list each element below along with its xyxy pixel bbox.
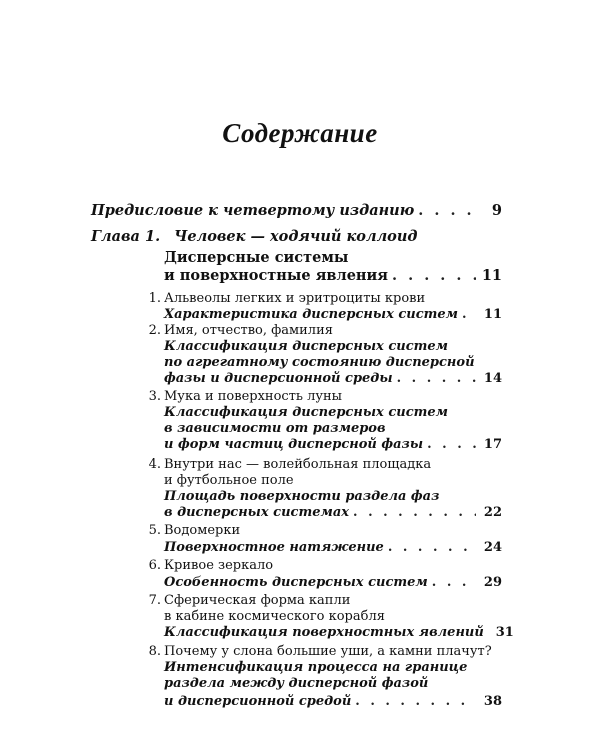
page-number: 22 — [483, 505, 502, 520]
section-number: 8. — [148, 644, 161, 659]
page-number: 14 — [483, 371, 502, 386]
section-title: Внутри нас — волейбольная площадка — [164, 457, 432, 472]
section-topic: и форм частиц дисперсной фазы — [164, 437, 424, 452]
toc-entry-section[interactable] — [164, 693, 502, 710]
section-topic: фазы и дисперсионной среды — [164, 371, 393, 386]
dot-leader — [388, 539, 476, 556]
section-number: 5. — [148, 523, 161, 538]
dot-leader — [418, 201, 476, 220]
section-title: Водомерки — [164, 523, 241, 538]
dot-leader — [397, 370, 476, 387]
toc-entry-preface[interactable] — [91, 201, 502, 220]
dot-leader — [432, 574, 476, 591]
section-title: и футбольное поле — [164, 473, 294, 488]
toc-entry-section[interactable] — [164, 436, 502, 453]
section-topic: Особенность дисперсных систем — [164, 575, 428, 590]
section-topic: Характеристика дисперсных систем — [164, 307, 459, 322]
toc-entry-section[interactable] — [164, 306, 502, 323]
toc-entry-chapter[interactable] — [164, 266, 502, 285]
section-title: Кривое зеркало — [164, 558, 274, 573]
page-title: Содержание — [222, 118, 378, 148]
chapter-title: Человек — ходячий коллоид — [174, 228, 418, 245]
page-number: 38 — [483, 694, 502, 709]
page-number: 24 — [483, 540, 502, 555]
section-topic-line: в зависимости от размеров — [164, 421, 386, 436]
chapter-subtitle: и поверхностные явления — [164, 267, 389, 284]
section-topic: и дисперсионной средой — [164, 694, 352, 709]
dot-leader — [353, 504, 476, 521]
section-topic-line: Интенсификация процесса на границе — [164, 660, 468, 675]
chapter-label: Глава 1. — [91, 228, 161, 245]
toc-entry-section[interactable] — [164, 504, 502, 521]
page-number: 11 — [483, 307, 502, 322]
section-number: 7. — [148, 593, 161, 608]
page-number: 17 — [483, 437, 502, 452]
page-number: 11 — [481, 267, 502, 284]
dot-leader — [427, 436, 476, 453]
section-number: 4. — [148, 457, 161, 472]
toc-entry-section[interactable] — [164, 574, 502, 591]
dot-leader — [355, 693, 476, 710]
dot-leader — [462, 306, 476, 323]
toc-entry-section[interactable] — [164, 539, 502, 556]
page-number: 9 — [491, 202, 502, 219]
section-topic: в дисперсных системах — [164, 505, 350, 520]
section-title: Имя, отчество, фамилия — [164, 323, 333, 338]
section-topic: Поверхностное натяжение — [164, 540, 384, 555]
section-title: Альвеолы легких и эритроциты крови — [164, 291, 426, 306]
section-title: Почему у слона большие уши, а камни плачут? — [164, 644, 492, 659]
section-title: Сферическая форма капли — [164, 593, 351, 608]
section-topic: Классификация поверхностных явлений — [164, 625, 484, 640]
chapter-subtitle-line — [164, 248, 502, 267]
page-number: 29 — [483, 575, 502, 590]
toc-entry-label: Предисловие к четвертому изданию — [91, 202, 415, 219]
section-title: в кабине космического корабля — [164, 609, 385, 624]
section-topic-line: Площадь поверхности раздела фаз — [164, 489, 440, 504]
toc-entry-section[interactable] — [164, 370, 502, 387]
section-number: 1. — [148, 291, 161, 306]
section-topic-line: по агрегатному состоянию дисперсной — [164, 355, 475, 370]
section-topic-line: Классификация дисперсных систем — [164, 339, 448, 354]
section-topic-line: Классификация дисперсных систем — [164, 405, 448, 420]
toc-entry-section[interactable] — [164, 624, 514, 641]
section-number: 2. — [148, 323, 161, 338]
section-title: Мука и поверхность луны — [164, 389, 343, 404]
section-topic-line: раздела между дисперсной фазой — [164, 676, 429, 691]
dot-leader — [392, 266, 476, 285]
section-number: 6. — [148, 558, 161, 573]
section-number: 3. — [148, 389, 161, 404]
chapter-subtitle: Дисперсные системы — [164, 249, 349, 266]
toc-chapter-heading[interactable] — [91, 227, 502, 246]
page-number: 31 — [495, 625, 514, 640]
